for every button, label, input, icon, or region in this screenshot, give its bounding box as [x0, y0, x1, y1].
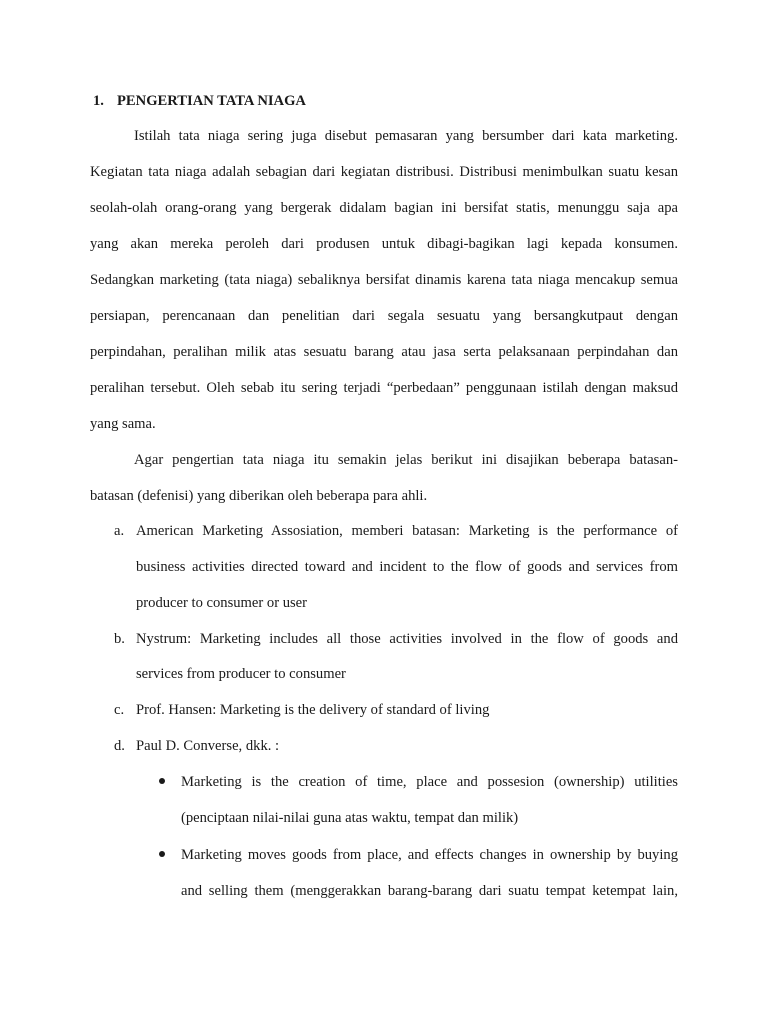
- paragraph-line: Sedangkan marketing (tata niaga) sebaliknya bersifat dinamis karena tata niaga mencakup semua: [90, 272, 678, 288]
- paragraph-line: batasan (defenisi) yang diberikan oleh beberapa para ahli.: [90, 488, 428, 504]
- paragraph-line: Istilah tata niaga sering juga disebut pemasaran yang bersumber dari kata marketing.: [134, 128, 678, 144]
- list-item-line: Nystrum: Marketing includes all those activities involved in the flow of goods and: [136, 631, 678, 647]
- bullet-icon: [159, 851, 165, 857]
- bullet-item-line: Marketing moves goods from place, and effects changes in ownership by buying: [181, 847, 678, 863]
- paragraph-line: yang akan mereka peroleh dari produsen untuk dibagi-bagikan lagi kepada konsumen.: [90, 236, 678, 252]
- list-item-line: services from producer to consumer: [136, 666, 346, 682]
- bullet-item-line: (penciptaan nilai-nilai guna atas waktu, tempat dan milik): [181, 810, 519, 826]
- bullet-icon: [159, 778, 165, 784]
- list-marker: b.: [114, 631, 125, 647]
- paragraph-line: yang sama.: [90, 416, 156, 432]
- paragraph-line: seolah-olah orang-orang yang bergerak didalam bagian ini bersifat statis, menunggu saja apa: [90, 200, 678, 216]
- list-marker: d.: [114, 738, 125, 754]
- bullet-item-line: Marketing is the creation of time, place and possesion (ownership) utilities: [181, 774, 678, 790]
- section-title: PENGERTIAN TATA NIAGA: [117, 93, 306, 109]
- list-marker: c.: [114, 702, 125, 718]
- list-marker: a.: [114, 523, 125, 539]
- list-item-line: American Marketing Assosiation, memberi batasan: Marketing is the performance of: [136, 523, 678, 539]
- paragraph-line: persiapan, perencanaan dan penelitian dari segala sesuatu yang bersangkutpaut dengan: [90, 308, 678, 324]
- list-item-line: business activities directed toward and incident to the flow of goods and services from: [136, 559, 678, 575]
- list-item-line: Prof. Hansen: Marketing is the delivery of standard of living: [136, 702, 490, 718]
- list-item-line: Paul D. Converse, dkk. :: [136, 738, 280, 754]
- bullet-item-line: and selling them (menggerakkan barang-barang dari suatu tempat ketempat lain,: [181, 883, 678, 899]
- paragraph-line: perpindahan, peralihan milik atas sesuatu barang atau jasa serta pelaksanaan perpindahan dan: [90, 344, 678, 360]
- paragraph-line: Agar pengertian tata niaga itu semakin jelas berikut ini disajikan beberapa batasan-: [134, 452, 678, 468]
- list-item-line: producer to consumer or user: [136, 595, 308, 611]
- paragraph-line: peralihan tersebut. Oleh sebab itu sering terjadi “perbedaan” penggunaan istilah dengan maksud: [90, 380, 678, 396]
- section-number: 1.: [93, 93, 104, 109]
- paragraph-line: Kegiatan tata niaga adalah sebagian dari kegiatan distribusi. Distribusi menimbulkan suatu kesan: [90, 164, 678, 180]
